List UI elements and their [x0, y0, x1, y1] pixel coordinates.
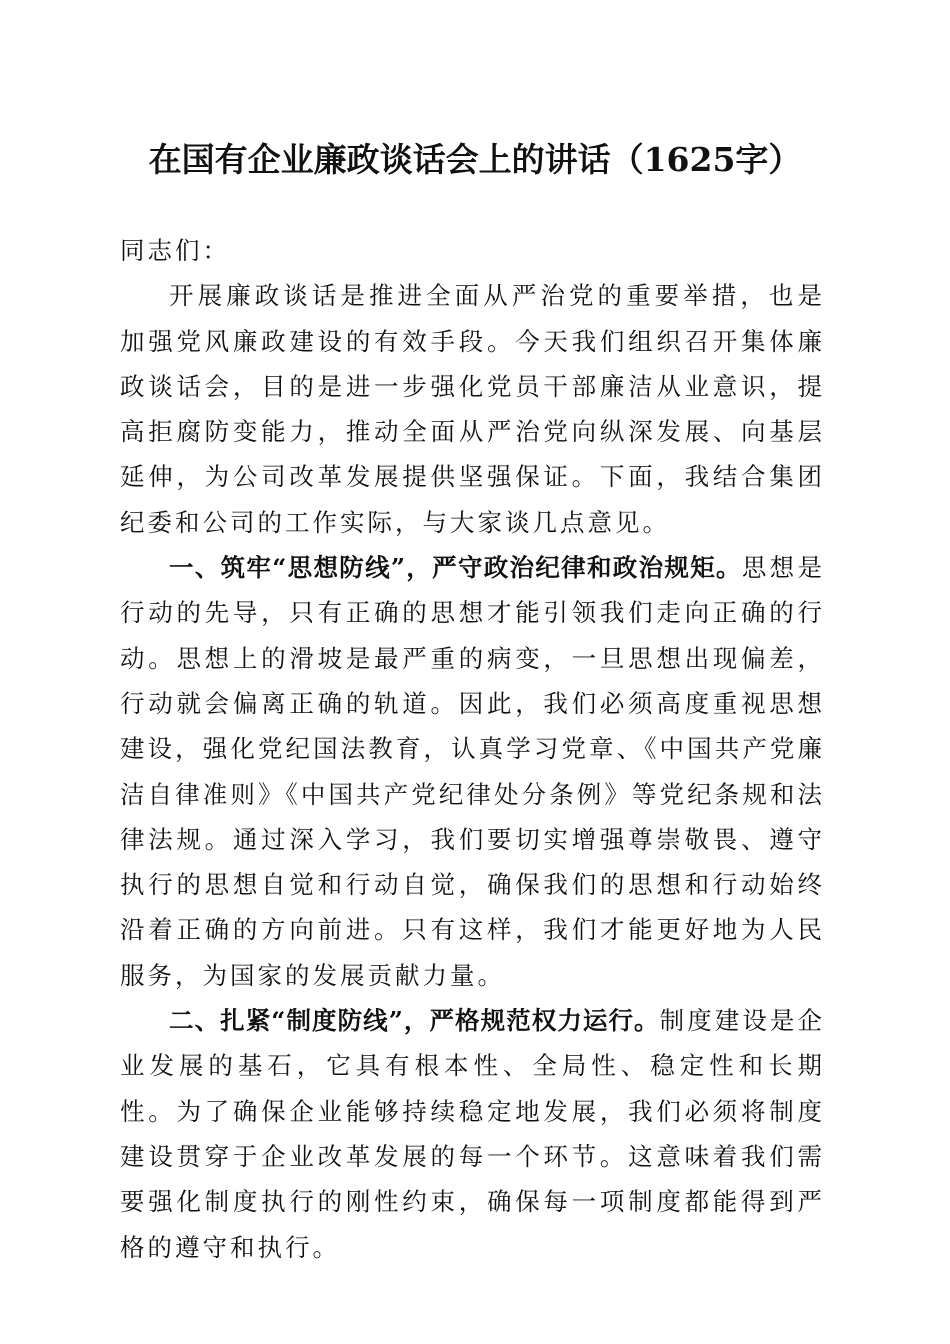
section-paragraph-1 [120, 545, 825, 998]
section-text-1: 思想是行动的先导，只有正确的思想才能引领我们走向正确的行动。思想上的滑坡是最严重的病变，一旦思想出现偏差，行动就会偏离正确的轨道。因此，我们必须高度重视思想建设，强化党纪国法教育，认真学习党章、《中国共产党廉洁自律准则》《中国共产党纪律处分条例》等党纪条规和法律法规。通过深入学习，我们要切实增强尊崇敬畏、遵守执行的思想自觉和行动自觉，确保我们的思想和行动始终沿着正确的方向前进。只有这样，我们才能更好地为人民服务，为国家的发展贡献力量。 [120, 553, 825, 990]
section-paragraph-2 [120, 998, 825, 1270]
section-heading-2: 二、扎紧“制度防线”，严格规范权力运行。 [169, 1006, 660, 1036]
salutation: 同志们： [120, 236, 230, 265]
section-text-2: 制度建设是企业发展的基石，它具有根本性、全局性、稳定性和长期性。为了确保企业能够持续稳定地发展，我们必须将制度建设贯穿于企业改革发展的每一个环节。这意味着我们需要强化制度执行的刚性约束，确保每一项制度都能得到严格的遵守和执行。 [120, 1006, 826, 1262]
document-title: 在国有企业廉政谈话会上的讲话（1625字） [148, 140, 802, 179]
document-body [120, 228, 825, 1270]
section-heading-1: 一、筑牢“思想防线”，严守政治纪律和政治规矩。 [169, 553, 742, 583]
intro-paragraph: 开展廉政谈话是推进全面从严治党的重要举措，也是加强党风廉政建设的有效手段。今天我们组织召开集体廉政谈话会，目的是进一步强化党员干部廉洁从业意识，提高拒腐防变能力，推动全面从严治党向纵深发展、向基层延伸，为公司改革发展提供坚强保证。下面，我结合集团纪委和公司的工作实际，与大家谈几点意见。 [120, 281, 825, 537]
